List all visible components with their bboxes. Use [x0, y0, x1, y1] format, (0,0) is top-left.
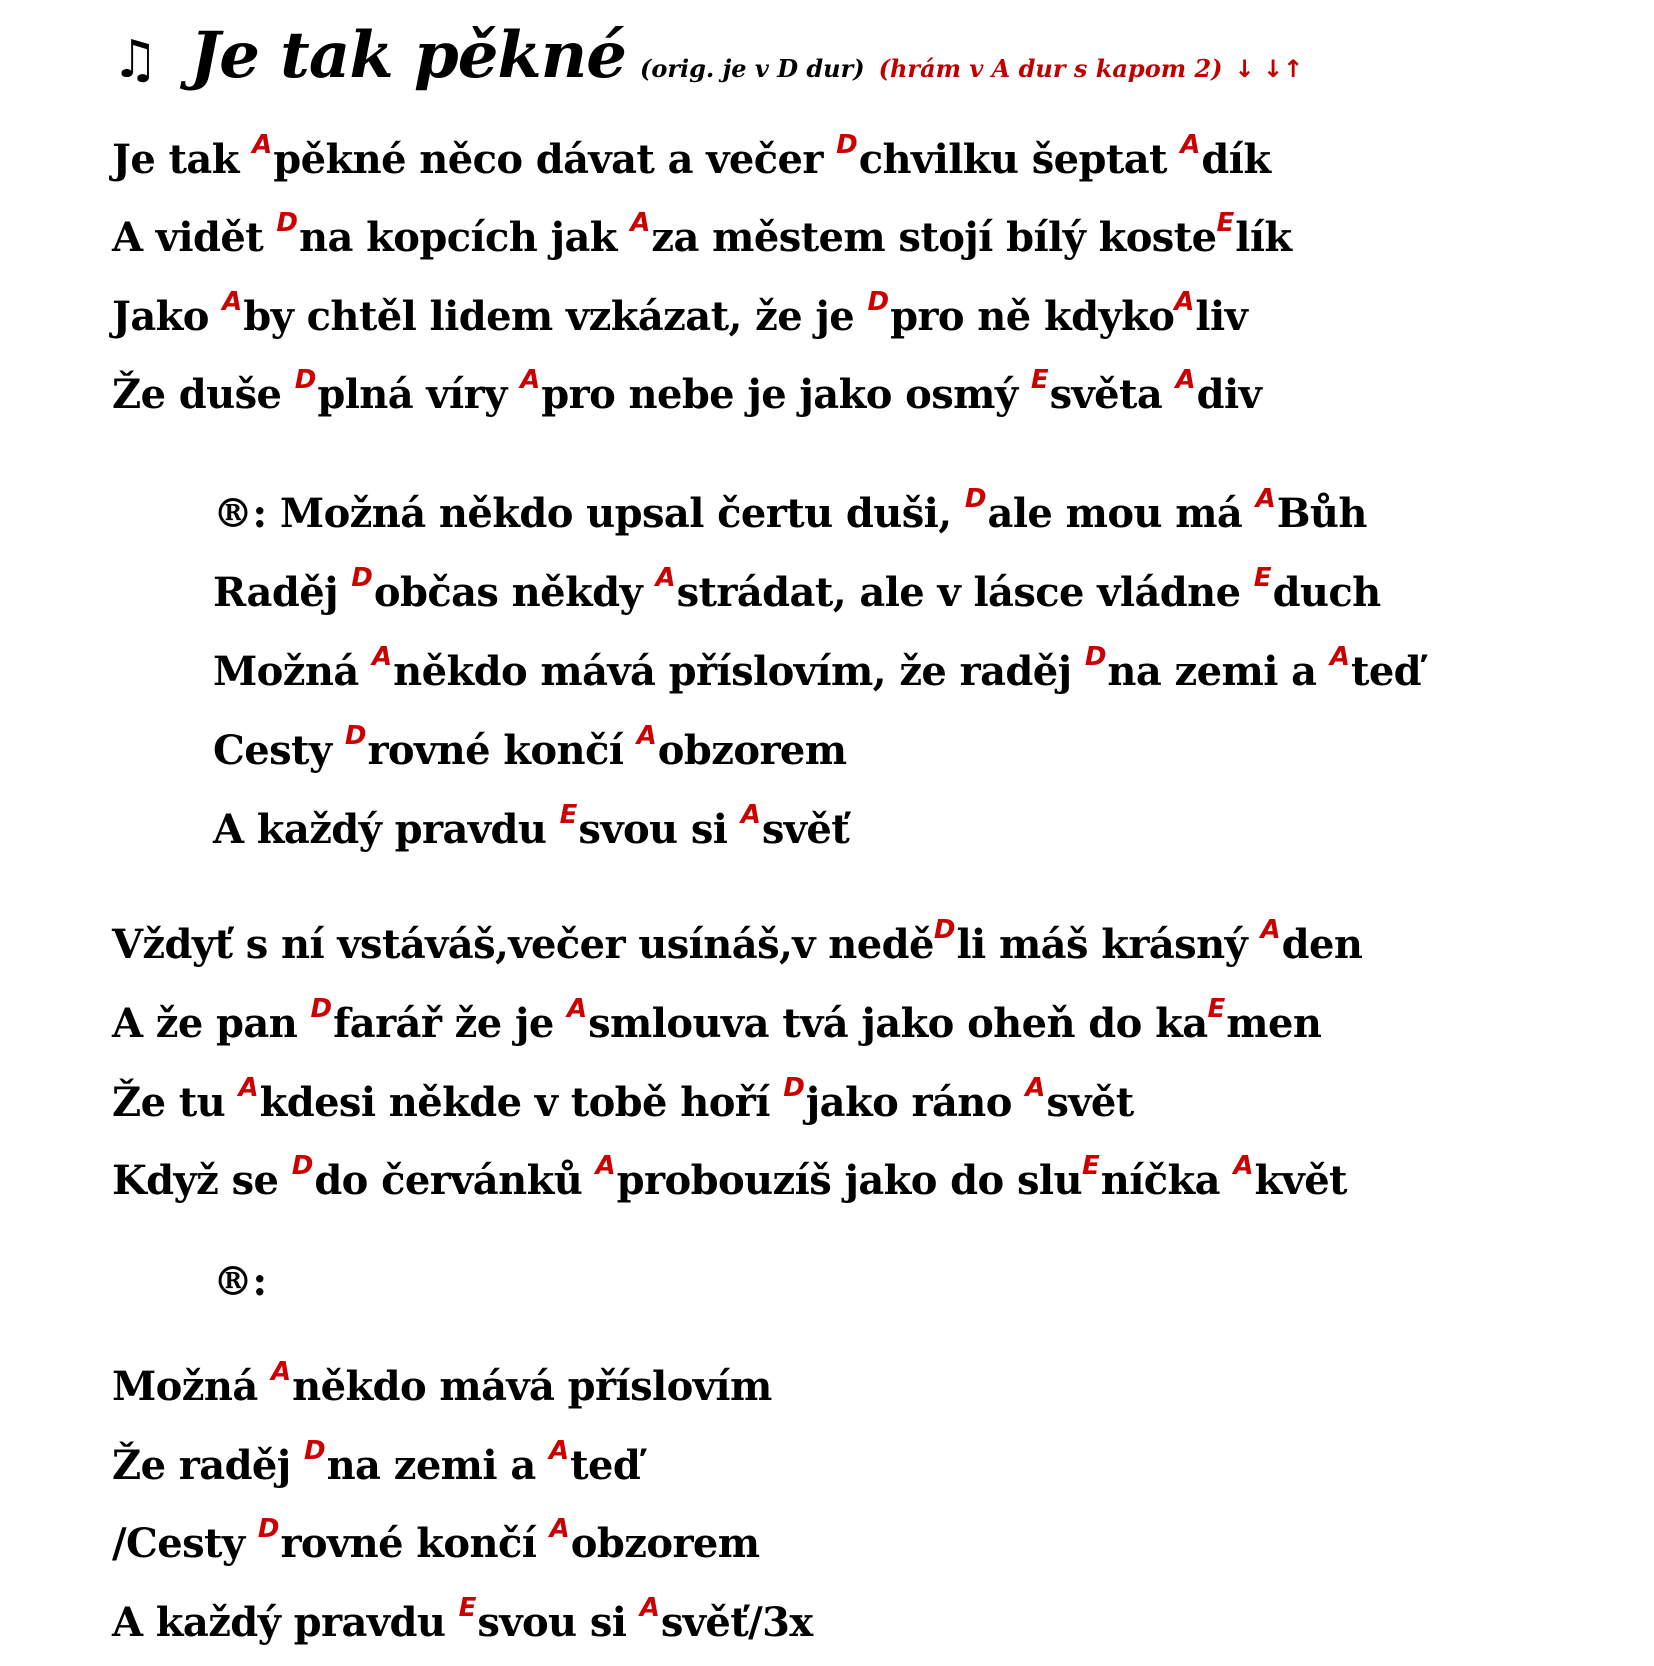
play-key-note: (hrám v A dur s kapom 2): [878, 54, 1223, 83]
lyric-text: za městem stojí bílý koste: [651, 214, 1217, 261]
chord-marker: A: [222, 287, 243, 317]
lyric-text: někdo mává příslovím, že raděj: [393, 648, 1085, 695]
chord-marker: D: [257, 1514, 280, 1544]
chord-marker: A: [636, 721, 657, 751]
lyric-text: Bůh: [1276, 490, 1367, 537]
chord-marker: D: [1084, 642, 1107, 672]
lyric-text: rovné končí: [280, 1520, 550, 1567]
chorus-line-3: [213, 642, 1422, 695]
lyric-text: Jako: [112, 293, 223, 340]
lyric-text: níčka: [1100, 1157, 1234, 1204]
outro-line-1: [112, 1357, 772, 1410]
lyric-text: Možná: [112, 1363, 271, 1410]
chord-marker: A: [1175, 365, 1196, 395]
lyric-text: dík: [1201, 136, 1271, 183]
chord-marker: A: [1255, 484, 1276, 514]
chord-marker: D: [351, 563, 373, 593]
lyric-text: probouzíš jako do slu: [616, 1157, 1082, 1204]
lyric-text: rovné končí: [367, 727, 637, 774]
lyric-text: Cesty: [213, 727, 345, 774]
chorus-line-1: [213, 484, 1367, 537]
chord-marker: A: [238, 1073, 259, 1103]
lyric-text: strádat, ale v lásce vládne: [676, 569, 1254, 616]
chorus-line-2: [213, 563, 1381, 616]
lyric-text: duch: [1272, 569, 1381, 616]
lyric-text: den: [1281, 921, 1363, 968]
verse-1-line-2: [112, 208, 1292, 261]
lyric-text: liv: [1195, 293, 1248, 340]
chord-marker: A: [567, 994, 588, 1024]
chorus-line-5: [213, 800, 850, 853]
lyric-text: na zemi a: [326, 1442, 549, 1489]
lyric-text: ®:: [213, 1258, 267, 1305]
lyric-text: svět: [1046, 1079, 1134, 1126]
chord-marker: A: [639, 1593, 660, 1623]
lyric-text: světa: [1049, 371, 1176, 418]
chord-marker: A: [1260, 915, 1281, 945]
lyric-text: Že raděj: [112, 1442, 304, 1489]
chord-marker: A: [252, 130, 273, 160]
outro-line-2: [112, 1436, 641, 1489]
verse-1-line-3: [112, 287, 1248, 340]
lyric-text: jako ráno: [805, 1079, 1026, 1126]
verse-2-line-2: [112, 994, 1322, 1047]
verse-2-line-3: [112, 1073, 1134, 1126]
chord-marker: A: [549, 1514, 570, 1544]
lyric-text: farář že je: [333, 1000, 567, 1047]
lyric-text: div: [1196, 371, 1262, 418]
chord-marker: E: [1216, 208, 1235, 238]
chord-marker: E: [1207, 994, 1226, 1024]
chord-marker: D: [783, 1073, 805, 1103]
strum-arrows-icon: ↓ ↓↑: [1234, 55, 1304, 83]
lyric-text: men: [1226, 1000, 1322, 1047]
chord-marker: A: [1174, 287, 1195, 317]
chord-marker: D: [294, 365, 317, 395]
lyric-text: pro nebe je jako osmý: [541, 371, 1031, 418]
chord-marker: D: [933, 915, 956, 945]
chord-marker: D: [291, 1151, 314, 1181]
chord-marker: D: [836, 130, 858, 160]
lyric-text: kdesi někde v tobě hoří: [259, 1079, 784, 1126]
lyric-text: Je tak: [112, 136, 253, 183]
chord-marker: A: [630, 208, 651, 238]
verse-2-line-4: [112, 1151, 1347, 1204]
chord-marker: A: [372, 642, 393, 672]
chord-marker: A: [1025, 1073, 1046, 1103]
chorus-line-4: [213, 721, 847, 774]
verse-1-line-4: [112, 365, 1262, 418]
chord-marker: A: [520, 365, 541, 395]
lyric-text: chvilku šeptat: [858, 136, 1181, 183]
lyric-text: pro ně kdyko: [890, 293, 1175, 340]
original-key-note: (orig. je v D dur): [640, 54, 865, 83]
lyric-text: svou si: [578, 806, 741, 853]
lyric-text: /Cesty: [112, 1520, 258, 1567]
lyric-text: svou si: [477, 1599, 640, 1646]
lyric-text: Vždyť s ní vstáváš,večer usínáš,v nedě: [112, 921, 934, 968]
chord-marker: A: [1233, 1151, 1254, 1181]
chord-marker: E: [1081, 1151, 1100, 1181]
lyric-text: A vidět: [112, 214, 277, 261]
lyric-text: teď: [570, 1442, 641, 1489]
lyric-text: Že tu: [112, 1079, 239, 1126]
lyric-text: občas někdy: [373, 569, 656, 616]
chord-marker: A: [655, 563, 676, 593]
lyric-text: svěť: [761, 806, 850, 853]
chord-marker: E: [559, 800, 578, 830]
lyric-text: svěť/3x: [660, 1599, 813, 1646]
chord-marker: A: [595, 1151, 616, 1181]
lyric-text: pěkné něco dávat a večer: [273, 136, 837, 183]
music-note-icon: ♫: [112, 30, 159, 90]
song-title: Je tak pěkné: [190, 18, 626, 93]
lyric-text: květ: [1254, 1157, 1347, 1204]
chord-marker: D: [303, 1436, 326, 1466]
verse-1-line-1: [112, 130, 1271, 183]
chord-marker: D: [344, 721, 367, 751]
lyric-text: li máš krásný: [956, 921, 1261, 968]
lyric-text: do červánků: [314, 1157, 596, 1204]
lyric-text: ale mou má: [987, 490, 1256, 537]
lyric-text: ®: Možná někdo upsal čertu duši,: [213, 490, 965, 537]
lyric-text: A že pan: [112, 1000, 311, 1047]
chord-marker: E: [458, 1593, 477, 1623]
lyric-text: Že duše: [112, 371, 295, 418]
outro-line-3: [112, 1514, 760, 1567]
lyric-text: někdo mává příslovím: [292, 1363, 772, 1410]
lyric-text: Když se: [112, 1157, 292, 1204]
chord-marker: E: [1030, 365, 1049, 395]
outro-line-4: [112, 1593, 813, 1646]
verse-2-line-1: [112, 915, 1363, 968]
chord-marker: D: [276, 208, 299, 238]
lyric-text: na kopcích jak: [299, 214, 631, 261]
chord-marker: A: [548, 1436, 570, 1466]
lyric-text: na zemi a: [1107, 648, 1330, 695]
lyric-text: plná víry: [317, 371, 521, 418]
lyric-text: A každý pravdu: [213, 806, 560, 853]
chord-marker: A: [271, 1357, 292, 1387]
chord-marker: D: [964, 484, 987, 514]
lyric-text: by chtěl lidem vzkázat, že je: [243, 293, 868, 340]
chord-marker: A: [1329, 642, 1350, 672]
lyric-text: Raděj: [213, 569, 352, 616]
lyric-text: teď: [1350, 648, 1422, 695]
lyric-text: obzorem: [570, 1520, 760, 1567]
chord-marker: E: [1253, 563, 1272, 593]
lyric-text: obzorem: [657, 727, 847, 774]
lyric-text: smlouva tvá jako oheň do ka: [588, 1000, 1208, 1047]
chord-marker: A: [740, 800, 761, 830]
chorus-repeat-mark: [213, 1258, 267, 1305]
lyric-text: Možná: [213, 648, 372, 695]
lyric-text: lík: [1235, 214, 1292, 261]
song-header: [112, 18, 1303, 93]
chord-marker: D: [310, 994, 333, 1024]
chord-marker: A: [1180, 130, 1201, 160]
chord-marker: D: [867, 287, 890, 317]
lyric-text: A každý pravdu: [112, 1599, 459, 1646]
